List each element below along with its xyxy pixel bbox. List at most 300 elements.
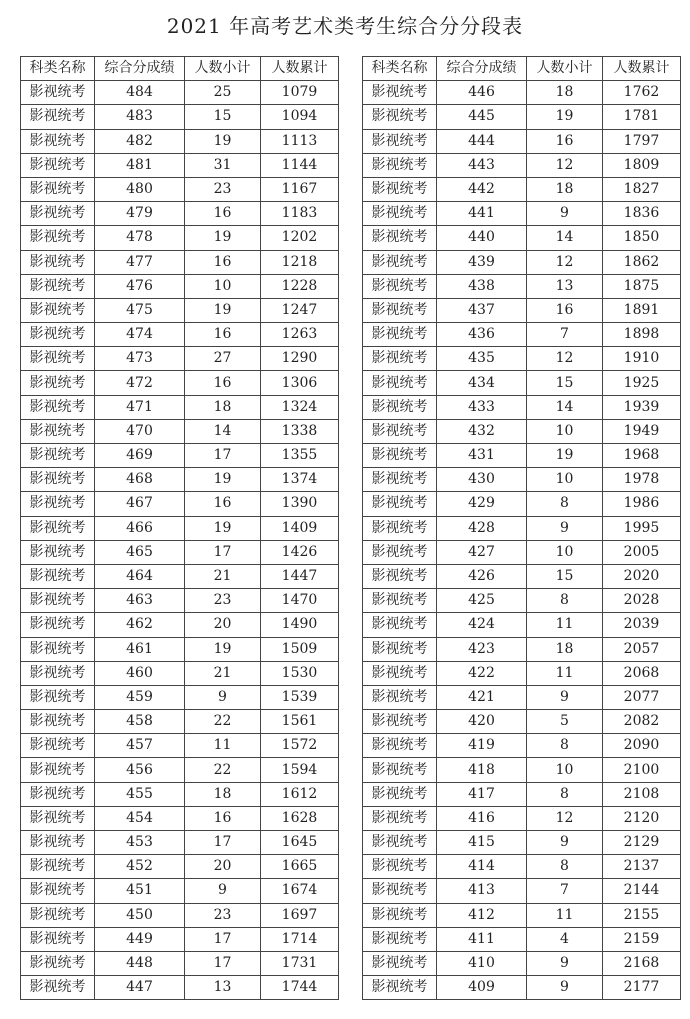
cell-score: 423 [437, 637, 527, 661]
cell-cumulative: 1910 [603, 347, 681, 371]
cell-count: 23 [185, 177, 261, 201]
cell-cumulative: 2177 [603, 976, 681, 1000]
cell-category: 影视统考 [363, 589, 437, 613]
cell-score: 410 [437, 951, 527, 975]
cell-count: 9 [527, 685, 603, 709]
cell-score: 479 [95, 202, 185, 226]
table-row [363, 274, 681, 298]
cell-count: 19 [185, 129, 261, 153]
cell-category: 影视统考 [363, 81, 437, 105]
cell-score: 447 [95, 976, 185, 1000]
cell-score: 412 [437, 903, 527, 927]
cell-cumulative: 1628 [261, 806, 339, 830]
cell-category: 影视统考 [363, 177, 437, 201]
cell-category: 影视统考 [363, 250, 437, 274]
table-header-row [21, 57, 339, 81]
cell-category: 影视统考 [363, 105, 437, 129]
cell-count: 14 [527, 226, 603, 250]
cell-score: 467 [95, 492, 185, 516]
cell-score: 443 [437, 153, 527, 177]
cell-score: 438 [437, 274, 527, 298]
cell-category: 影视统考 [21, 153, 95, 177]
cell-cumulative: 2039 [603, 613, 681, 637]
header-score: 综合分成绩 [437, 57, 527, 81]
cell-count: 8 [527, 734, 603, 758]
cell-count: 17 [185, 951, 261, 975]
cell-score: 453 [95, 831, 185, 855]
cell-count: 15 [527, 371, 603, 395]
cell-cumulative: 2120 [603, 806, 681, 830]
cell-category: 影视统考 [21, 855, 95, 879]
cell-category: 影视统考 [21, 589, 95, 613]
cell-category: 影视统考 [363, 734, 437, 758]
cell-score: 419 [437, 734, 527, 758]
header-category: 科类名称 [363, 57, 437, 81]
header-score: 综合分成绩 [95, 57, 185, 81]
cell-score: 425 [437, 589, 527, 613]
cell-category: 影视统考 [21, 226, 95, 250]
cell-count: 19 [527, 105, 603, 129]
cell-count: 7 [527, 323, 603, 347]
cell-score: 449 [95, 927, 185, 951]
cell-score: 462 [95, 613, 185, 637]
cell-category: 影视统考 [21, 661, 95, 685]
cell-cumulative: 1113 [261, 129, 339, 153]
cell-cumulative: 1898 [603, 323, 681, 347]
cell-cumulative: 1447 [261, 564, 339, 588]
table-row [21, 516, 339, 540]
table-row [363, 613, 681, 637]
cell-count: 4 [527, 927, 603, 951]
table-row [21, 129, 339, 153]
cell-category: 影视统考 [21, 613, 95, 637]
cell-count: 5 [527, 710, 603, 734]
cell-score: 417 [437, 782, 527, 806]
cell-cumulative: 2082 [603, 710, 681, 734]
cell-count: 13 [185, 976, 261, 1000]
cell-count: 16 [527, 298, 603, 322]
cell-category: 影视统考 [21, 105, 95, 129]
cell-score: 477 [95, 250, 185, 274]
cell-count: 11 [527, 903, 603, 927]
cell-score: 436 [437, 323, 527, 347]
cell-score: 413 [437, 879, 527, 903]
cell-category: 影视统考 [21, 81, 95, 105]
cell-category: 影视统考 [363, 371, 437, 395]
table-row [363, 637, 681, 661]
cell-category: 影视统考 [363, 927, 437, 951]
cell-cumulative: 1714 [261, 927, 339, 951]
cell-score: 418 [437, 758, 527, 782]
cell-cumulative: 1247 [261, 298, 339, 322]
cell-cumulative: 1744 [261, 976, 339, 1000]
cell-category: 影视统考 [363, 516, 437, 540]
cell-cumulative: 1530 [261, 661, 339, 685]
cell-count: 22 [185, 710, 261, 734]
cell-count: 16 [185, 250, 261, 274]
cell-cumulative: 1218 [261, 250, 339, 274]
cell-count: 23 [185, 589, 261, 613]
cell-score: 448 [95, 951, 185, 975]
cell-category: 影视统考 [363, 637, 437, 661]
cell-category: 影视统考 [21, 734, 95, 758]
cell-score: 431 [437, 444, 527, 468]
cell-score: 416 [437, 806, 527, 830]
cell-score: 444 [437, 129, 527, 153]
table-row [363, 758, 681, 782]
cell-score: 437 [437, 298, 527, 322]
cell-count: 19 [185, 468, 261, 492]
cell-count: 21 [185, 661, 261, 685]
cell-category: 影视统考 [21, 710, 95, 734]
cell-cumulative: 1470 [261, 589, 339, 613]
cell-count: 17 [185, 831, 261, 855]
cell-category: 影视统考 [21, 444, 95, 468]
table-row [363, 419, 681, 443]
cell-cumulative: 1426 [261, 540, 339, 564]
cell-cumulative: 1925 [603, 371, 681, 395]
cell-score: 470 [95, 419, 185, 443]
cell-score: 421 [437, 685, 527, 709]
cell-category: 影视统考 [21, 879, 95, 903]
cell-category: 影视统考 [21, 516, 95, 540]
cell-category: 影视统考 [363, 419, 437, 443]
cell-count: 9 [185, 685, 261, 709]
cell-category: 影视统考 [363, 758, 437, 782]
table-row [21, 758, 339, 782]
cell-count: 18 [527, 81, 603, 105]
cell-category: 影视统考 [21, 564, 95, 588]
cell-count: 12 [527, 250, 603, 274]
cell-count: 9 [527, 516, 603, 540]
cell-score: 484 [95, 81, 185, 105]
cell-score: 480 [95, 177, 185, 201]
cell-count: 8 [527, 782, 603, 806]
cell-category: 影视统考 [363, 879, 437, 903]
cell-cumulative: 2159 [603, 927, 681, 951]
cell-count: 10 [527, 468, 603, 492]
table-row [21, 177, 339, 201]
table-row [21, 710, 339, 734]
table-row [21, 806, 339, 830]
cell-score: 422 [437, 661, 527, 685]
cell-cumulative: 1891 [603, 298, 681, 322]
cell-score: 441 [437, 202, 527, 226]
cell-category: 影视统考 [21, 976, 95, 1000]
cell-category: 影视统考 [363, 468, 437, 492]
cell-cumulative: 2108 [603, 782, 681, 806]
cell-score: 457 [95, 734, 185, 758]
cell-count: 20 [185, 613, 261, 637]
table-row [363, 589, 681, 613]
cell-cumulative: 2028 [603, 589, 681, 613]
table-row [363, 202, 681, 226]
cell-cumulative: 1762 [603, 81, 681, 105]
cell-count: 17 [185, 540, 261, 564]
cell-cumulative: 1338 [261, 419, 339, 443]
cell-cumulative: 1968 [603, 444, 681, 468]
cell-score: 482 [95, 129, 185, 153]
table-row [21, 298, 339, 322]
cell-category: 影视统考 [363, 274, 437, 298]
cell-count: 11 [527, 613, 603, 637]
cell-cumulative: 1781 [603, 105, 681, 129]
cell-category: 影视统考 [21, 419, 95, 443]
table-row [21, 468, 339, 492]
cell-cumulative: 1645 [261, 831, 339, 855]
cell-category: 影视统考 [21, 395, 95, 419]
table-row [21, 202, 339, 226]
cell-cumulative: 1144 [261, 153, 339, 177]
table-row [363, 782, 681, 806]
table-row [363, 831, 681, 855]
score-table-right [362, 56, 681, 1000]
header-count: 人数小计 [185, 57, 261, 81]
cell-cumulative: 2077 [603, 685, 681, 709]
cell-score: 455 [95, 782, 185, 806]
cell-cumulative: 2137 [603, 855, 681, 879]
cell-cumulative: 1561 [261, 710, 339, 734]
cell-cumulative: 2090 [603, 734, 681, 758]
cell-cumulative: 1306 [261, 371, 339, 395]
cell-score: 427 [437, 540, 527, 564]
table-row [363, 129, 681, 153]
cell-score: 452 [95, 855, 185, 879]
cell-score: 459 [95, 685, 185, 709]
cell-count: 23 [185, 903, 261, 927]
cell-cumulative: 2005 [603, 540, 681, 564]
cell-category: 影视统考 [363, 903, 437, 927]
cell-cumulative: 1263 [261, 323, 339, 347]
table-row [363, 177, 681, 201]
cell-count: 19 [527, 444, 603, 468]
cell-score: 420 [437, 710, 527, 734]
cell-score: 468 [95, 468, 185, 492]
cell-cumulative: 1509 [261, 637, 339, 661]
cell-category: 影视统考 [363, 226, 437, 250]
cell-cumulative: 1183 [261, 202, 339, 226]
cell-cumulative: 1986 [603, 492, 681, 516]
cell-score: 465 [95, 540, 185, 564]
cell-count: 13 [527, 274, 603, 298]
table-row [21, 250, 339, 274]
cell-count: 31 [185, 153, 261, 177]
cell-category: 影视统考 [21, 540, 95, 564]
cell-category: 影视统考 [363, 613, 437, 637]
cell-cumulative: 1862 [603, 250, 681, 274]
cell-count: 15 [185, 105, 261, 129]
cell-cumulative: 1290 [261, 347, 339, 371]
cell-score: 440 [437, 226, 527, 250]
cell-category: 影视统考 [363, 298, 437, 322]
cell-count: 9 [527, 831, 603, 855]
cell-count: 10 [527, 758, 603, 782]
table-row [363, 855, 681, 879]
score-table-left [20, 56, 339, 1000]
cell-score: 463 [95, 589, 185, 613]
table-row [21, 153, 339, 177]
cell-count: 9 [527, 976, 603, 1000]
table-row [363, 371, 681, 395]
cell-score: 458 [95, 710, 185, 734]
table-row [363, 951, 681, 975]
cell-count: 10 [527, 540, 603, 564]
table-row [363, 879, 681, 903]
cell-category: 影视统考 [21, 927, 95, 951]
cell-count: 17 [185, 927, 261, 951]
cell-cumulative: 1228 [261, 274, 339, 298]
table-row [363, 903, 681, 927]
cell-category: 影视统考 [21, 806, 95, 830]
cell-score: 429 [437, 492, 527, 516]
table-row [21, 951, 339, 975]
cell-count: 19 [185, 516, 261, 540]
table-row [21, 879, 339, 903]
table-row [21, 976, 339, 1000]
cell-category: 影视统考 [21, 347, 95, 371]
cell-cumulative: 2129 [603, 831, 681, 855]
cell-cumulative: 1374 [261, 468, 339, 492]
cell-cumulative: 2144 [603, 879, 681, 903]
cell-count: 7 [527, 879, 603, 903]
cell-score: 430 [437, 468, 527, 492]
header-count: 人数小计 [527, 57, 603, 81]
cell-category: 影视统考 [363, 564, 437, 588]
cell-category: 影视统考 [363, 323, 437, 347]
cell-count: 25 [185, 81, 261, 105]
cell-category: 影视统考 [21, 129, 95, 153]
table-row [363, 81, 681, 105]
cell-cumulative: 2068 [603, 661, 681, 685]
cell-category: 影视统考 [21, 637, 95, 661]
cell-count: 21 [185, 564, 261, 588]
cell-count: 8 [527, 855, 603, 879]
cell-score: 432 [437, 419, 527, 443]
cell-count: 27 [185, 347, 261, 371]
cell-score: 475 [95, 298, 185, 322]
cell-count: 12 [527, 347, 603, 371]
cell-category: 影视统考 [363, 395, 437, 419]
cell-score: 461 [95, 637, 185, 661]
cell-cumulative: 1995 [603, 516, 681, 540]
cell-score: 426 [437, 564, 527, 588]
cell-count: 12 [527, 806, 603, 830]
cell-score: 483 [95, 105, 185, 129]
table-row [21, 589, 339, 613]
cell-count: 15 [527, 564, 603, 588]
cell-count: 9 [527, 202, 603, 226]
cell-score: 464 [95, 564, 185, 588]
cell-category: 影视统考 [21, 492, 95, 516]
cell-score: 409 [437, 976, 527, 1000]
table-row [21, 323, 339, 347]
cell-score: 481 [95, 153, 185, 177]
cell-score: 414 [437, 855, 527, 879]
table-row [363, 976, 681, 1000]
cell-count: 9 [527, 951, 603, 975]
cell-category: 影视统考 [21, 468, 95, 492]
cell-score: 435 [437, 347, 527, 371]
cell-count: 8 [527, 589, 603, 613]
cell-cumulative: 1202 [261, 226, 339, 250]
cell-score: 450 [95, 903, 185, 927]
table-row [21, 903, 339, 927]
table-row [21, 105, 339, 129]
cell-score: 466 [95, 516, 185, 540]
cell-cumulative: 1490 [261, 613, 339, 637]
cell-cumulative: 2020 [603, 564, 681, 588]
cell-count: 9 [185, 879, 261, 903]
cell-cumulative: 2057 [603, 637, 681, 661]
table-row [21, 419, 339, 443]
cell-cumulative: 1827 [603, 177, 681, 201]
cell-cumulative: 1324 [261, 395, 339, 419]
cell-category: 影视统考 [363, 202, 437, 226]
table-row [21, 81, 339, 105]
cell-count: 18 [185, 782, 261, 806]
cell-count: 16 [185, 492, 261, 516]
cell-score: 460 [95, 661, 185, 685]
table-row [363, 444, 681, 468]
cell-category: 影视统考 [363, 710, 437, 734]
cell-category: 影视统考 [21, 951, 95, 975]
page-title: 2021 年高考艺术类考生综合分分段表 [166, 14, 524, 38]
cell-category: 影视统考 [363, 540, 437, 564]
cell-score: 451 [95, 879, 185, 903]
cell-cumulative: 1836 [603, 202, 681, 226]
cell-cumulative: 1167 [261, 177, 339, 201]
table-row [363, 540, 681, 564]
table-row [363, 226, 681, 250]
cell-count: 16 [527, 129, 603, 153]
cell-category: 影视统考 [21, 202, 95, 226]
table-row [363, 710, 681, 734]
cell-count: 10 [185, 274, 261, 298]
table-row [21, 371, 339, 395]
cell-cumulative: 1594 [261, 758, 339, 782]
table-row [363, 564, 681, 588]
cell-cumulative: 1809 [603, 153, 681, 177]
header-category: 科类名称 [21, 57, 95, 81]
cell-score: 456 [95, 758, 185, 782]
cell-cumulative: 1390 [261, 492, 339, 516]
table-row [363, 661, 681, 685]
cell-cumulative: 1355 [261, 444, 339, 468]
cell-cumulative: 1978 [603, 468, 681, 492]
cell-count: 11 [185, 734, 261, 758]
cell-score: 433 [437, 395, 527, 419]
table-row [363, 250, 681, 274]
cell-count: 22 [185, 758, 261, 782]
cell-category: 影视统考 [363, 492, 437, 516]
cell-score: 445 [437, 105, 527, 129]
cell-cumulative: 1949 [603, 419, 681, 443]
table-row [363, 927, 681, 951]
cell-category: 影视统考 [21, 323, 95, 347]
table-row [21, 831, 339, 855]
cell-category: 影视统考 [363, 347, 437, 371]
cell-score: 473 [95, 347, 185, 371]
table-row [363, 153, 681, 177]
cell-category: 影视统考 [21, 685, 95, 709]
cell-category: 影视统考 [363, 661, 437, 685]
table-row [21, 444, 339, 468]
cell-cumulative: 2155 [603, 903, 681, 927]
table-row [21, 492, 339, 516]
cell-cumulative: 1539 [261, 685, 339, 709]
cell-category: 影视统考 [21, 177, 95, 201]
cell-score: 471 [95, 395, 185, 419]
